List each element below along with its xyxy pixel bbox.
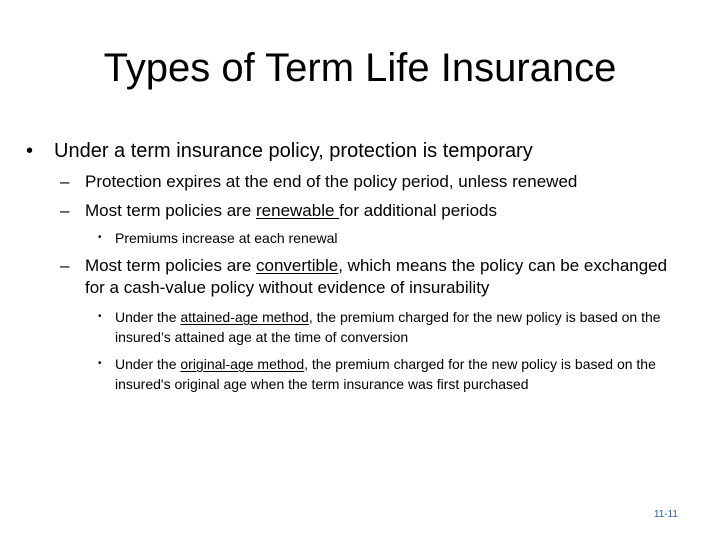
page-number: 11-11 — [653, 509, 678, 520]
sub-bullet-text — [85, 200, 680, 222]
dash-marker: – — [60, 201, 70, 220]
point-text — [115, 354, 678, 394]
text-prefix: Most term policies are — [85, 256, 256, 275]
text-prefix: Under the — [115, 356, 181, 372]
bullet-marker: • — [98, 311, 102, 322]
point-attained-age-method — [98, 307, 678, 347]
point-premiums-increase — [98, 228, 678, 248]
underlined-term-convertible: convertible — [256, 256, 339, 275]
sub-bullet-text — [85, 255, 680, 299]
sub-bullet-convertible — [60, 255, 680, 299]
slide-title: Types of Term Life Insurance — [103, 46, 617, 90]
point-text — [115, 307, 678, 347]
sub-bullet-text: Protection expires at the end of the policy period, unless renewed — [85, 172, 578, 191]
bullet-marker: • — [26, 140, 34, 162]
bullet-text: Under a term insurance policy, protection is temporary — [54, 140, 533, 162]
dash-marker: – — [60, 256, 70, 275]
underlined-term-attained-age: attained-age method — [180, 309, 309, 325]
bullet-term-insurance — [26, 138, 706, 164]
point-text: Premiums increase at each renewal — [115, 230, 338, 246]
underlined-term-renewable: renewable — [256, 201, 340, 220]
bullet-marker: • — [98, 358, 102, 369]
text-suffix: , the premium charged for the new policy is based on the insured’s attained age at the time of conversion — [115, 309, 661, 345]
text-prefix: Most term policies are — [85, 201, 256, 220]
text-suffix: , which means the policy can be exchanged for a cash-value policy without evidence of insurability — [85, 256, 668, 297]
dash-marker: – — [60, 172, 70, 191]
sub-bullet-protection-expires — [60, 171, 680, 193]
text-prefix: Under the — [115, 309, 181, 325]
text-suffix: for additional periods — [339, 201, 497, 220]
bullet-marker: • — [98, 232, 102, 243]
underlined-term-original-age: original-age method — [180, 356, 305, 372]
sub-bullet-renewable — [60, 200, 680, 222]
point-original-age-method — [98, 354, 678, 394]
text-suffix: , the premium charged for the new policy is based on the insured's original age when the term insurance was first purchased — [115, 356, 656, 392]
